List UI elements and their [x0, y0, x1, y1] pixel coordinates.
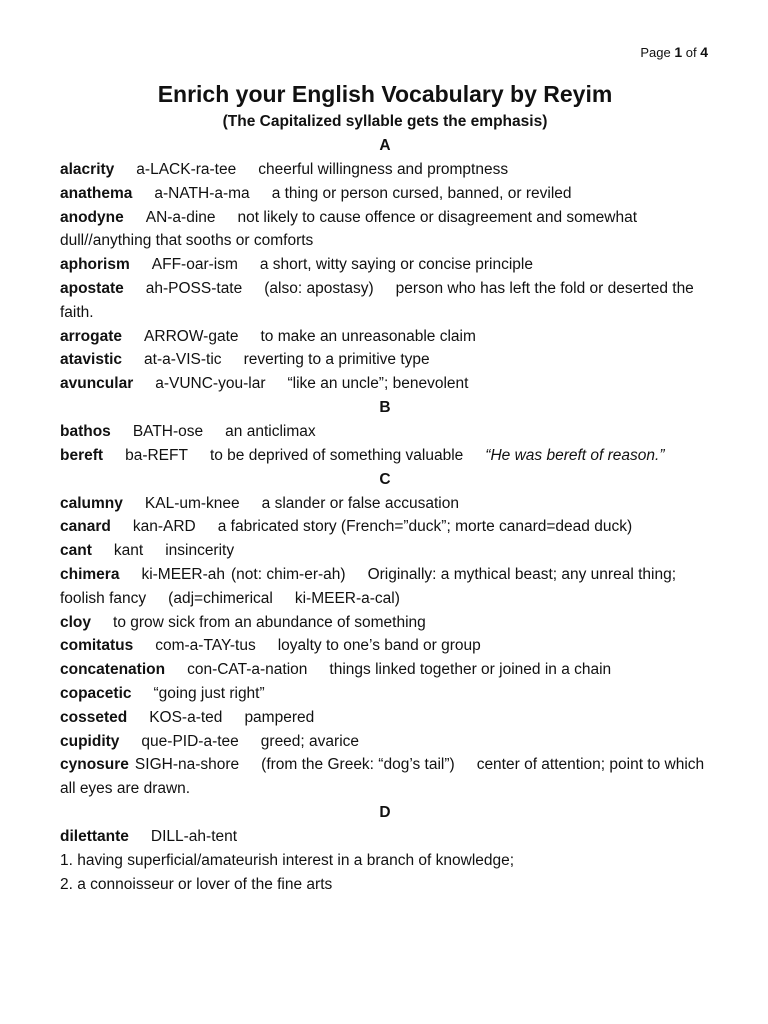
entry-apostate: apostate ah-POSS-tate (also: apostasy) person who has left the fold or deserted the faith.: [60, 279, 694, 321]
page-number: Page 1 of 4: [640, 44, 708, 60]
entry-bereft: bereft ba-REFT to be deprived of something valuable “He was bereft of reason.”: [60, 446, 665, 464]
entry-comitatus: comitatus com-a-TAY-tus loyalty to one’s band or group: [60, 637, 481, 655]
entry-chimera: chimera ki-MEER-ah (not: chim-er-ah) Originally: a mythical beast; any unreal thing; foolish fancy (adj=chimerical ki-MEER-a-cal): [60, 565, 676, 607]
document-body: [60, 78, 710, 896]
entry-arrogate: arrogate ARROW-gate to make an unreasonable claim: [60, 327, 476, 345]
entry-cynosure: cynosure SIGH-na-shore (from the Greek: “dog’s tail”) center of attention; point to which all eyes are drawn.: [60, 756, 705, 798]
section-heading-b: B: [379, 398, 391, 416]
entry-dilettante: dilettante DILL-ah-tent: [60, 827, 238, 845]
entry-cloy: cloy to grow sick from an abundance of something: [60, 613, 426, 631]
entry-alacrity: alacrity a-LACK-ra-tee cheerful willingness and promptness: [60, 161, 509, 178]
section-heading-a: A: [379, 137, 391, 154]
entry-anodyne: anodyne AN-a-dine not likely to cause offence or disagreement and somewhat dull//anything that sooths or comforts: [60, 208, 638, 250]
entry-cant: cant kant insincerity: [60, 542, 235, 560]
entry-atavistic: atavistic at-a-VIS-tic reverting to a primitive type: [60, 351, 430, 369]
entry-bathos: bathos BATH-ose an anticlimax: [60, 422, 316, 440]
entry-cosseted: cosseted KOS-a-ted pampered: [60, 708, 315, 726]
entry-calumny: calumny KAL-um-knee a slander or false accusation: [60, 494, 459, 512]
document-title: Enrich your English Vocabulary by Reyim: [157, 81, 613, 107]
entry-avuncular: avuncular a-VUNC-you-lar “like an uncle”; benevolent: [60, 375, 469, 393]
entry-dilettante-definition-2: 2. a connoisseur or lover of the fine arts: [60, 875, 333, 893]
entry-aphorism: aphorism AFF-oar-ism a short, witty saying or concise principle: [60, 256, 533, 274]
entry-copacetic: copacetic “going just right”: [60, 684, 265, 702]
entry-dilettante-definition-1: 1. having superficial/amateurish interest in a branch of knowledge;: [60, 851, 515, 869]
entry-concatenation: concatenation con-CAT-a-nation things linked together or joined in a chain: [60, 661, 612, 679]
section-heading-d: D: [379, 803, 391, 821]
entry-canard: canard kan-ARD a fabricated story (French=”duck”; morte canard=dead duck): [60, 518, 633, 536]
section-heading-c: C: [379, 470, 391, 488]
entry-cupidity: cupidity que-PID-a-tee greed; avarice: [60, 732, 360, 750]
document-subtitle: (The Capitalized syllable gets the emphasis): [222, 113, 548, 130]
entry-anathema: anathema a-NATH-a-ma a thing or person cursed, banned, or reviled: [60, 184, 572, 202]
